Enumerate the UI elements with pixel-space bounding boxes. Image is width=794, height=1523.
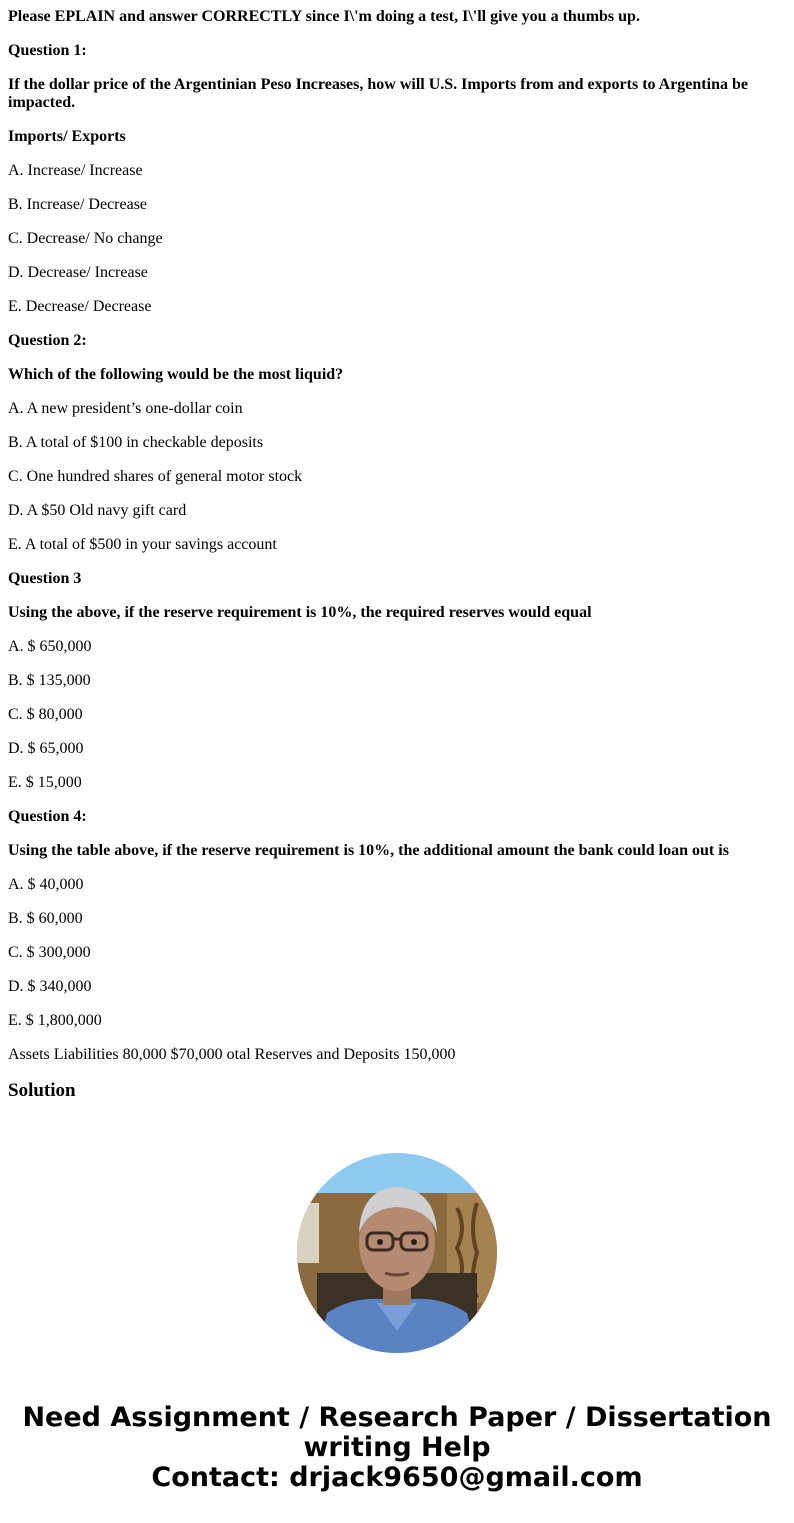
question-2-option-c: C. One hundred shares of general motor stock (8, 468, 303, 485)
question-3-option-c: C. $ 80,000 (8, 706, 83, 723)
question-3-option-e: E. $ 15,000 (8, 774, 82, 791)
question-2-heading: Question 2: (8, 332, 87, 349)
balance-table-text: Assets Liabilities 80,000 $70,000 otal Reserves and Deposits 150,000 (8, 1046, 456, 1063)
question-1-option-b: B. Increase/ Decrease (8, 196, 148, 213)
question-1-subheading: Imports/ Exports (8, 128, 126, 145)
author-portrait-image (297, 1153, 497, 1353)
question-4-option-a: A. $ 40,000 (8, 876, 84, 893)
question-3-option-d: D. $ 65,000 (8, 740, 84, 757)
question-4-option-e: E. $ 1,800,000 (8, 1012, 102, 1029)
question-4-prompt: Using the table above, if the reserve requirement is 10%, the additional amount the bank could loan out is (8, 842, 729, 859)
question-4-option-b: B. $ 60,000 (8, 910, 83, 927)
promo-banner (0, 1403, 794, 1493)
question-1-option-c: C. Decrease/ No change (8, 230, 163, 247)
question-2-prompt: Which of the following would be the most liquid? (8, 366, 344, 383)
promo-line-1: Need Assignment / Research Paper / Dissertation (22, 1402, 772, 1433)
question-3-option-b: B. $ 135,000 (8, 672, 91, 689)
question-1-option-e: E. Decrease/ Decrease (8, 298, 152, 315)
question-3-prompt: Using the above, if the reserve requirement is 10%, the required reserves would equal (8, 604, 592, 621)
question-4-option-c: C. $ 300,000 (8, 944, 91, 961)
question-3-option-a: A. $ 650,000 (8, 638, 92, 655)
question-4-option-d: D. $ 340,000 (8, 978, 92, 995)
question-2-option-e: E. A total of $500 in your savings account (8, 536, 277, 553)
question-1-prompt: If the dollar price of the Argentinian Peso Increases, how will U.S. Imports from and exports to Argentina be impacted. (8, 76, 748, 111)
promo-line-2: writing Help (303, 1432, 491, 1463)
question-4-heading: Question 4: (8, 808, 87, 825)
question-2-option-a: A. A new president’s one-dollar coin (8, 400, 243, 417)
question-1-heading: Question 1: (8, 42, 87, 59)
question-1-option-d: D. Decrease/ Increase (8, 264, 148, 281)
avatar (297, 1153, 497, 1353)
question-2-option-b: B. A total of $100 in checkable deposits (8, 434, 264, 451)
question-3-heading: Question 3 (8, 570, 82, 587)
solution-heading: Solution (8, 1080, 76, 1101)
intro-text: Please EPLAIN and answer CORRECTLY since I\'m doing a test, I\'ll give you a thumbs up. (8, 8, 640, 25)
question-2-option-d: D. A $50 Old navy gift card (8, 502, 187, 519)
question-1-option-a: A. Increase/ Increase (8, 162, 143, 179)
promo-contact: Contact: drjack9650@gmail.com (151, 1462, 643, 1493)
